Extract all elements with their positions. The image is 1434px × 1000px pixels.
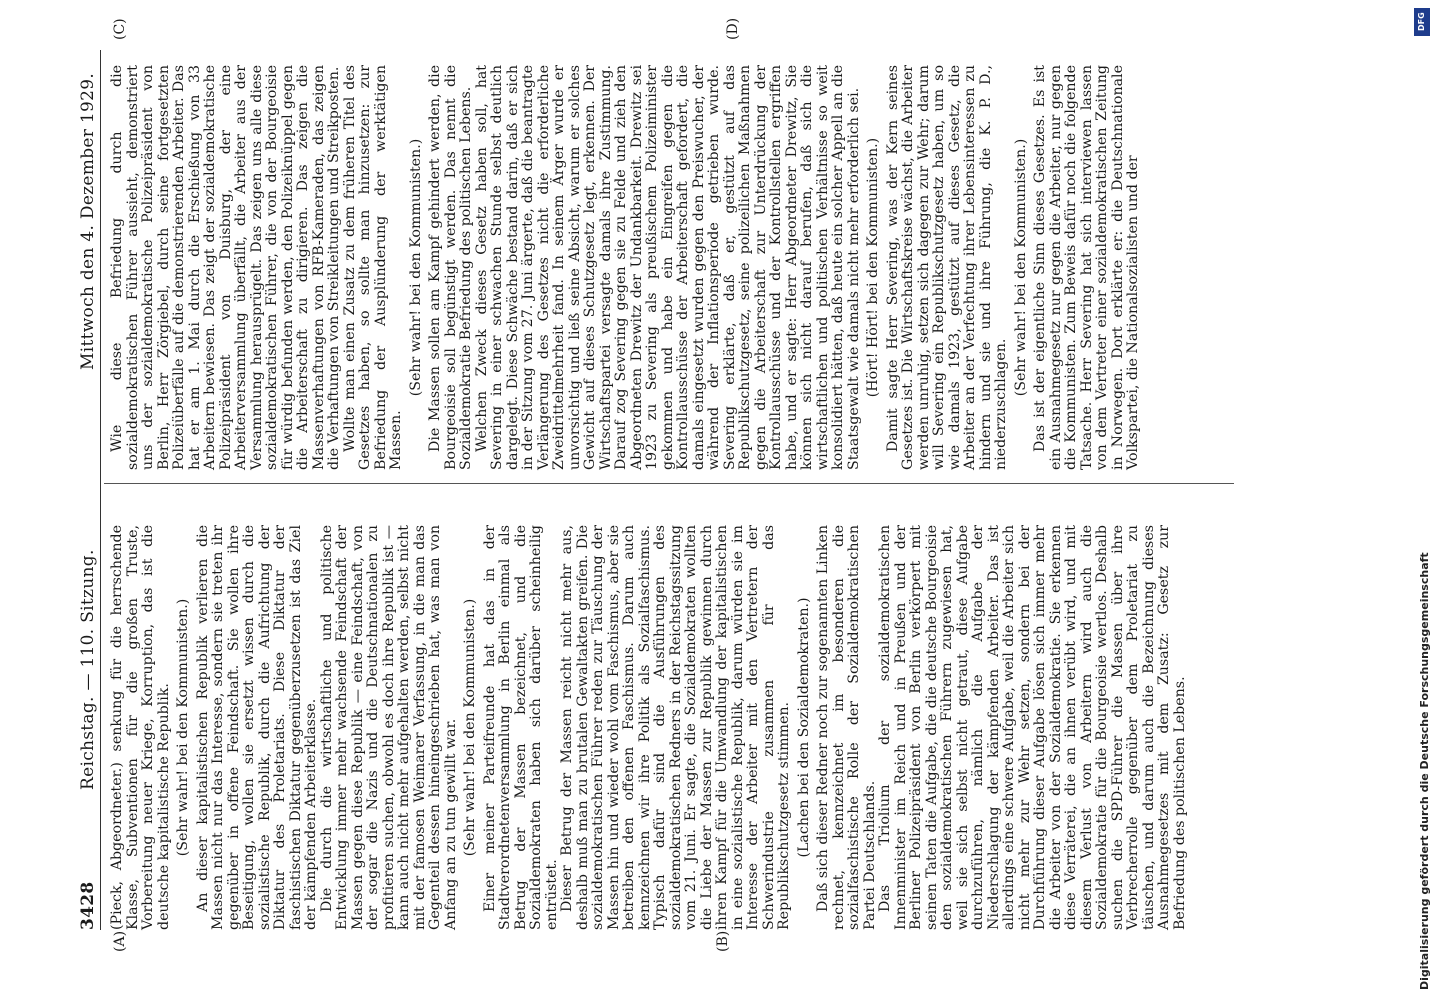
paragraph: Die Massen sollen am Kampf gehindert werden, die Bourgeoisie soll begünstigt werden. Das nennt die Sozialdemokratie Befriedung des politischen Lebens. (427, 65, 474, 470)
paragraph: Das ist der eigentliche Sinn dieses Gesetzes. Es ist ein Ausnahmegesetz nur gegen die Arbeiter, nur gegen die Kommunisten. Zum Beweis dafür noch die folgende Tatsache. Herr Severing hat sich interviewen lassen von dem Vertreter einer sozialdemokratischen Zeitung in Norwegen. Dort erklärte er: die Deutschnationale Volkspartei, die Nationalsozialisten und der (1032, 65, 1141, 470)
paragraph: Daß sich dieser Redner noch zur sogenannten Linken rechnet, kennzeichnet im besonderen die sozialfaschistische Rolle der Sozialdemokratischen Partei Deutschlands. (815, 525, 878, 930)
paragraph: Wollte man einen Zusatz zu dem früheren Titel des Gesetzes haben, so sollte man hinzusetzen: zur Befriedung der Ausplünderung der werktätigen Massen. (341, 65, 404, 470)
paragraph: Wie diese Befriedung durch die sozialdemokratischen Führer aussieht, demonstriert uns der sozialdemokratische Polizeipräsident von Berlin, Herr Zörgiebel, durch seine fortgesetzten Polizeiüberfälle auf die demonstrierenden Arbeiter. Das hat er am 1. Mai durch die Erschießung von 33 Arbeitern bewiesen. Das zeigt der sozialdemokratische Polizeipräsident von Duisburg, der eine Arbeiterversammlung überfällt, die Arbeiter aus der Versammlung herausprügelt. Das zeigen uns alle diese sozialdemokratischen Führer, die von der Bourgeoisie für würdig befunden werden, den Polizeiknüppel gegen die Arbeiterschaft zu dirigieren. Das zeigen die Massenverhaftungen von RFB-Kameraden, das zeigen die Verhaftungen von Streikleitungen und Streikposten. (109, 65, 342, 470)
interjection: (Sehr wahr! bei den Kommunisten.) (407, 138, 424, 397)
session-title: Reichstag. — 110. Sitzung. (78, 549, 98, 790)
page-number: 3428 (78, 881, 98, 930)
margin-marker-d: (D) (725, 17, 741, 40)
interjection: (Sehr wahr! bei den Kommunisten.) (175, 598, 191, 857)
interjection: (Hört! Hört! bei den Kommunisten.) (865, 137, 881, 398)
paragraph: An dieser kapitalistischen Republik verlieren die Massen nicht nur das Interesse, sondern sie treten ihr gegenüber in offene Feindschaft. Sie wollen ihre Beseitigung, wollen sie ersetzt wissen durch die sozialistische Republik, durch die Aufrichtung der Diktatur des Proletariats. Diese Diktatur der faschistischen Diktatur gegenüberzusetzen ist das Ziel der kämpfenden Arbeiterklasse. (194, 525, 319, 930)
interjection: (Sehr wahr! bei den Kommunisten.) (1012, 138, 1029, 397)
paragraph: (Pieck, Abgeordneter.) senkung für die herrschende Klasse, Subventionen für die großen Truste, Vorbereitung neuer Kriege, Korruption, das ist die deutsche kapitalistische Republik. (109, 525, 172, 930)
paragraph: Dieser Betrug der Massen reicht nicht mehr aus, deshalb muß man zu brutalen Gewaltakten greifen. Die sozialdemokratischen Führer reden zur Täuschung der Massen hin und wieder wohl vom Faschismus, aber sie betreiben den offenen Faschismus. Darum auch kennzeichnen wir ihre Politik als Sozialfaschismus. Typisch dafür sind die Ausführungen des sozialdemokratischen Redners in der Reichstagssitzung vom 21. Juni. Er sagte, die Sozialdemokraten wollten die Liebe der Massen zur Republik gewinnen durch ihren Kampf für die Umwandlung der kapitalistischen in eine sozialistische Republik, darum würden sie im Interesse der Arbeiter mit den Vertretern der Schwerindustrie zusammen für das Republikschutzgesetz stimmen. (559, 525, 792, 930)
header-rule (100, 50, 101, 930)
right-column (110, 65, 1142, 470)
interjection: (Sehr wahr! bei den Kommunisten.) (462, 598, 478, 857)
paragraph: Die durch die wirtschaftliche und politische Entwicklung immer mehr wachsende Feindschaft der Massen gegen diese Republik — eine Feindschaft, von der sogar die Nazis und die Deutschnationalen zu profitieren suchen, obwohl es doch ihre Republik ist — kann auch nicht mehr aufgehalten werden, selbst nicht mit der famosen Weimarer Verfassung, in die man das Gegenteil dessen hineingeschrieben hat, was man von Anfang an zu tun gewillt war. (318, 525, 459, 930)
interjection: (Lachen bei den Sozialdemokraten.) (795, 597, 812, 858)
margin-marker-c: (C) (112, 18, 128, 40)
left-column (110, 525, 1188, 930)
page-header (78, 50, 100, 930)
paragraph: Welchen Zweck dieses Gesetz haben soll, hat Severing in einer schwachen Stunde selbst deutlich dargelegt. Diese Schwäche bestand darin, daß er sich in der Sitzung vom 27. Juni ärgerte, daß die beantragte Verlängerung des Gesetzes nicht die erforderliche Zweidrittelmehrheit fand. In seinem Ärger wurde er unvorsichtig und ließ seine Absicht, warum er solches Gewicht auf dieses Schutzgesetz legt, erkennen. Der Wirtschaftspartei versagte damals ihre Zustimmung. Darauf zog Severing gegen sie zu Felde und zieh den Abgeordneten Drewitz der Undankbarkeit. Drewitz sei 1923 zu Severing als preußischem Polizeiminister gekommen und habe ein Eingreifen gegen die Kontrollausschüsse der Arbeiterschaft gefordert, die damals eingesetzt wurden gegen den Preiswucher, der während der Inflationsperiode getrieben wurde. Severing erklärte, daß er, gestützt auf das Republikschutzgesetz, seine polizeilichen Maßnahmen gegen die Arbeiterschaft zur Unterdrückung der Kontrollausschüsse und der Kontrollstellen ergriffen habe, und er sagte: Herr Abgeordneter Drewitz, Sie können sich nicht darauf berufen, daß sich die wirtschaftlichen und politischen Verhältnisse so weit konsolidiert hätten, daß heute ein solcher Appell an die Staatsgewalt wie damals nicht mehr erforderlich sei. (473, 65, 862, 470)
paragraph: Einer meiner Parteifreunde hat das in der Stadtverordnetenversammlung in Berlin einmal als Betrug der Massen bezeichnet, und die Sozialdemokraten haben sich darüber scheinheilig entrüstet. (481, 525, 560, 930)
column-separator (104, 483, 1234, 484)
margin-marker-a: (A) (112, 930, 128, 952)
paragraph: Damit sagte Herr Severing, was der Kern seines Gesetzes ist. Die Wirtschaftskreise wächst, die Arbeiter werden unruhig, setzen sich dagegen zur Wehr; darum will Severing ein Republikschutzgesetz haben, um so wie damals 1923, gestützt auf dieses Gesetz, die Arbeiter an der Verfechtung ihrer Lebensinteressen zu hindern und sie und ihre Führung, die K. P. D., niederzuschlagen. (884, 65, 1009, 470)
session-date: Mittwoch den 4. Dezember 1929. (78, 72, 98, 370)
digitization-credit: Digitalisierung gefördert durch die Deutsche Forschungsgemeinschaft (1418, 552, 1431, 990)
paragraph: Das Triolium der sozialdemokratischen Innenminister im Reich und in Preußen und der Berliner Polizeipräsident von Berlin verkörpert mit seinen Taten die Aufgabe, die die deutsche Bourgeoisie den sozialdemokratischen Führern zugewiesen hat, weil sie sich selbst nicht getraut, diese Aufgabe durchzuführen, nämlich die Aufgabe der Niederschlagung der kämpfenden Arbeiter. Das ist allerdings eine schwere Aufgabe, weil die Arbeiter sich nicht mehr zur Wehr setzen, sondern bei der Durchführung dieser Aufgabe lösen sich immer mehr die Arbeiter von der Sozialdemokratie. Sie erkennen diese Verräterei, die an ihnen verübt wird, und mit diesem Verlust von Arbeitern wird auch die Sozialdemokratie für die Bourgeoisie wertlos. Deshalb suchen die SPD-Führer die Massen über ihre Verbrecherrolle gegenüber dem Proletariat zu täuschen, und darum auch die Bezeichnung dieses Ausnahmegesetzes mit dem Zusatz: Gesetz zur Befriedung des politischen Lebens. (877, 525, 1188, 930)
dfg-logo: DFG (1414, 8, 1430, 36)
margin-marker-b: (B) (715, 930, 731, 952)
